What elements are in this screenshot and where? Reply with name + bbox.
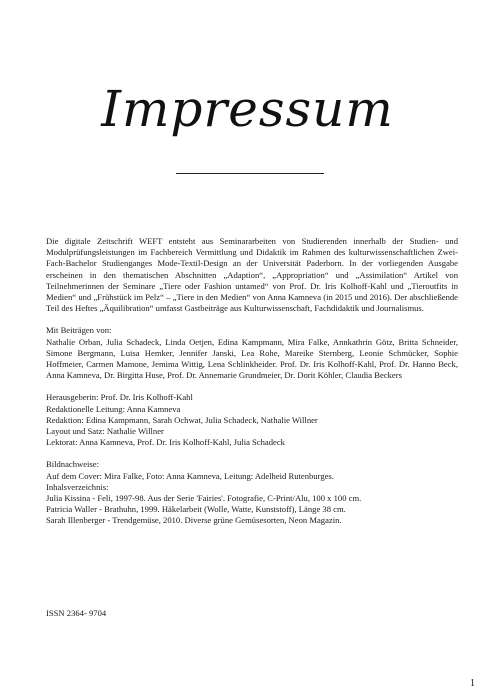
credit-line: Patricia Waller - Brathuhn, 1999. Häkelarbeit (Wolle, Watte, Kunststoff), Länge 38 cm. xyxy=(46,504,346,515)
imprint-body xyxy=(46,236,458,527)
credit-line: Sarah Illenberger - Trendgemüse, 2010. Diverse grüne Gemüsesorten, Neon Magazin. xyxy=(46,515,342,526)
editor-line: Herausgeberin: Prof. Dr. Iris Kolhoff-Kahl xyxy=(46,392,193,403)
cover-credit-line: Auf dem Cover: Mira Falke, Foto: Anna Kamneva, Leitung: Adelheid Rutenburges. xyxy=(46,470,334,481)
contributors-list: Nathalie Orban, Julia Schadeck, Linda Oetjen, Edina Kampmann, Mira Falke, Annkathrin Götz, Britta Schneider, Simone Bergmann, Luisa Hemker, Jennifer Janski, Lea Rohe, Mareike Sternberg, Leonie Schmücker, Sophie Hoffmeier, Carmen Mamone, Jemima Wittig, Lena Schlinkheider. Prof. Dr. Iris Kolhoff-Kahl, Prof. Dr. Hanno Beck, Anna Kamneva, Dr. Birgitta Huse, Prof. Dr. Annemarie Grundmeier, Dr. Dorit Köhler, Claudia Beckers xyxy=(46,336,458,381)
editorial-section xyxy=(46,392,458,448)
issn-number: ISSN 2364- 9704 xyxy=(46,608,107,618)
editorial-team-line: Redaktion: Edina Kampmann, Sarah Ochwat, Julia Schadeck, Nathalie Willner xyxy=(46,414,318,425)
image-credits-heading: Bildnachweise: xyxy=(46,459,99,470)
page-number: 1 xyxy=(470,678,475,689)
intro-paragraph: Die digitale Zeitschrift WEFT entsteht aus Seminararbeiten von Studierenden innerhalb der Studien- und Modulprüfungsleistungen im Fachbereich Vermittlung und Didaktik im Rahmen des kulturwissenschaftlichen Zwei-Fach-Bachelor Studienganges Mode-Textil-Design an der Universität Paderborn. In der vorliegenden Ausgabe erscheinen in den thematischen Abschnitten „Adaption“, „Appropriation“ und „Assimilation“ Artikel von Teilnehmerinnen der Seminare „Tiere oder Fashion untamed“ von Prof. Dr. Iris Kolhoff-Kahl und „Tieroutfits in Medien“ und „Frühstück im Pelz“ – „Tiere in den Medien“ von Anna Kamneva (in 2015 und 2016). Der abschließende Teil des Heftes „Äquilibration“ umfasst Gastbeiträge aus Kulturwissenschaft, Fachdidaktik und Journalismus. xyxy=(46,236,458,314)
proofreading-line: Lektorat: Anna Kamneva, Prof. Dr. Iris Kolhoff-Kahl, Julia Schadeck xyxy=(46,437,285,448)
layout-line: Layout und Satz: Nathalie Willner xyxy=(46,426,164,437)
image-credits-section xyxy=(46,459,458,526)
title-underline xyxy=(176,173,324,174)
credit-line: Julia Kissina - Feli, 1997-98. Aus der Serie 'Fairies'. Fotografie, C-Print/Alu, 100 x 100 cm. xyxy=(46,493,362,504)
editorial-lead-line: Redaktionelle Leitung: Anna Kamneva xyxy=(46,403,181,414)
contributors-section xyxy=(46,325,458,381)
page-title: Impressum xyxy=(101,80,394,138)
contributors-heading: Mit Beiträgen von: xyxy=(46,325,112,336)
toc-credits-heading: Inhalsverzeichnis: xyxy=(46,481,109,492)
